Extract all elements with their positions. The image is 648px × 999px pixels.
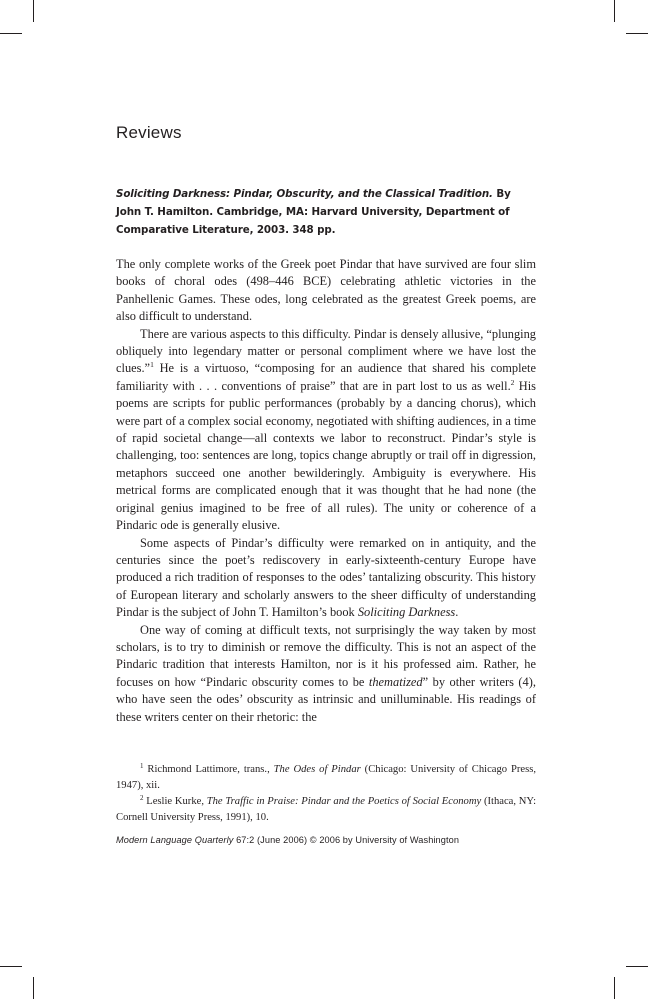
- crop-mark-top-right-vertical: [614, 0, 615, 22]
- crop-mark-bottom-left-vertical: [33, 977, 34, 999]
- footnote-2-title: The Traffic in Praise: Pindar and the Poetics of Social Economy: [206, 796, 482, 807]
- paragraph-3-text-a: Some aspects of Pindar’s difficulty were remarked on in antiquity, and the centuries since the poet’s rediscovery in early-sixteenth-century Europe have produced a rich tradition of responses to the odes’ tantalizing obscurity. This history of European literary and scholarly answers to the sheer difficulty of understanding Pindar is the subject of John T. Hamilton’s book: [116, 535, 536, 620]
- paragraph-3-book-title: Soliciting Darkness: [357, 605, 456, 620]
- book-title: Soliciting Darkness: Pindar, Obscurity, and the Classical Tradition.: [116, 188, 493, 200]
- footnote-2: [116, 794, 536, 826]
- footnote-2-text-a: Leslie Kurke,: [143, 796, 207, 807]
- paragraph-1-text: The only complete works of the Greek poet Pindar that have survived are four slim books of choral odes (498–446 BCE) celebrating athletic victories in the Panhellenic Games. These odes, long celebrated as the greatest Greek poems, are also difficult to understand.: [116, 257, 536, 324]
- journal-issue: 67:2 (June 2006) © 2006 by University of Washington: [233, 835, 460, 845]
- footnote-1-number: 1: [140, 762, 144, 770]
- footnotes: [116, 762, 536, 826]
- footnote-1-text-b: (Chicago: University of Chicago Press, 1947), xii.: [116, 764, 537, 791]
- journal-name: Modern Language Quarterly: [116, 835, 234, 845]
- book-citation: [116, 185, 536, 239]
- footnote-1-title: The Odes of Pindar: [273, 764, 361, 775]
- footnote-ref-2: 2: [510, 377, 515, 387]
- paragraph-4-text-a: One way of coming at difficult texts, not surprisingly the way taken by most scholars, is to try to diminish or remove the difficulty. This is not an aspect of the Pindaric tradition that interests Hamilton, nor is it his professed aim. Rather, he focuses on how “Pindaric obscurity comes to be: [116, 622, 536, 689]
- crop-mark-bottom-right-horizontal: [626, 966, 648, 967]
- review-body: [116, 256, 536, 726]
- crop-mark-top-left-horizontal: [0, 33, 22, 34]
- journal-footer: [116, 835, 459, 845]
- paragraph-1: [116, 256, 536, 326]
- footnote-ref-1: 1: [150, 360, 154, 370]
- paragraph-3: [116, 535, 536, 622]
- paragraph-2-text-b: He is a virtuoso, “composing for an audience that shared his complete familiarity with . . . conventions of praise” that are in part lost to us as well.: [116, 361, 536, 393]
- paragraph-4-text-b: ” by other writers (4), who have seen the odes’ obscurity as intrinsic and unilluminable. His readings of these writers center on their rhetoric: the: [116, 674, 536, 724]
- book-details: By John T. Hamilton. Cambridge, MA: Harvard University, Department of Comparative Literature, 2003. 348 pp.: [116, 188, 511, 236]
- footnote-1: [116, 762, 536, 794]
- footnote-2-text-b: (Ithaca, NY: Cornell University Press, 1991), 10.: [116, 796, 537, 823]
- crop-mark-bottom-right-vertical: [614, 977, 615, 999]
- crop-mark-top-right-horizontal: [626, 33, 648, 34]
- paragraph-2: [116, 326, 536, 535]
- paragraph-4: [116, 622, 536, 726]
- footnote-2-number: 2: [140, 794, 144, 802]
- paragraph-4-emphasis: thematized: [368, 674, 423, 689]
- paragraph-3-text-b: .: [455, 605, 459, 620]
- crop-mark-bottom-left-horizontal: [0, 966, 22, 967]
- paragraph-2-text-c: His poems are scripts for public performances (probably by a dancing chorus), which were part of a complex social economy, negotiated with shifting audiences, in a time of rapid societal change—all contexts we labor to reconstruct. Pindar’s style is challenging, too: sentences are long, topics change abruptly or trail off in digression, metaphors succeed one another bewilderingly. Ambiguity is everywhere. His metrical forms are complicated enough that it was thought that he had none (the original genius imagined to be free of all rules). The unity or coherence of a Pindaric ode is generally elusive.: [116, 378, 536, 533]
- page-heading: Reviews: [116, 123, 182, 142]
- crop-mark-top-left-vertical: [33, 0, 34, 22]
- footnote-1-text-a: Richmond Lattimore, trans.,: [143, 764, 274, 775]
- paragraph-2-text-a: There are various aspects to this difficulty. Pindar is densely allusive, “plunging obliquely into legendary matter or personal compliment where we have lost the clues.”: [116, 326, 536, 376]
